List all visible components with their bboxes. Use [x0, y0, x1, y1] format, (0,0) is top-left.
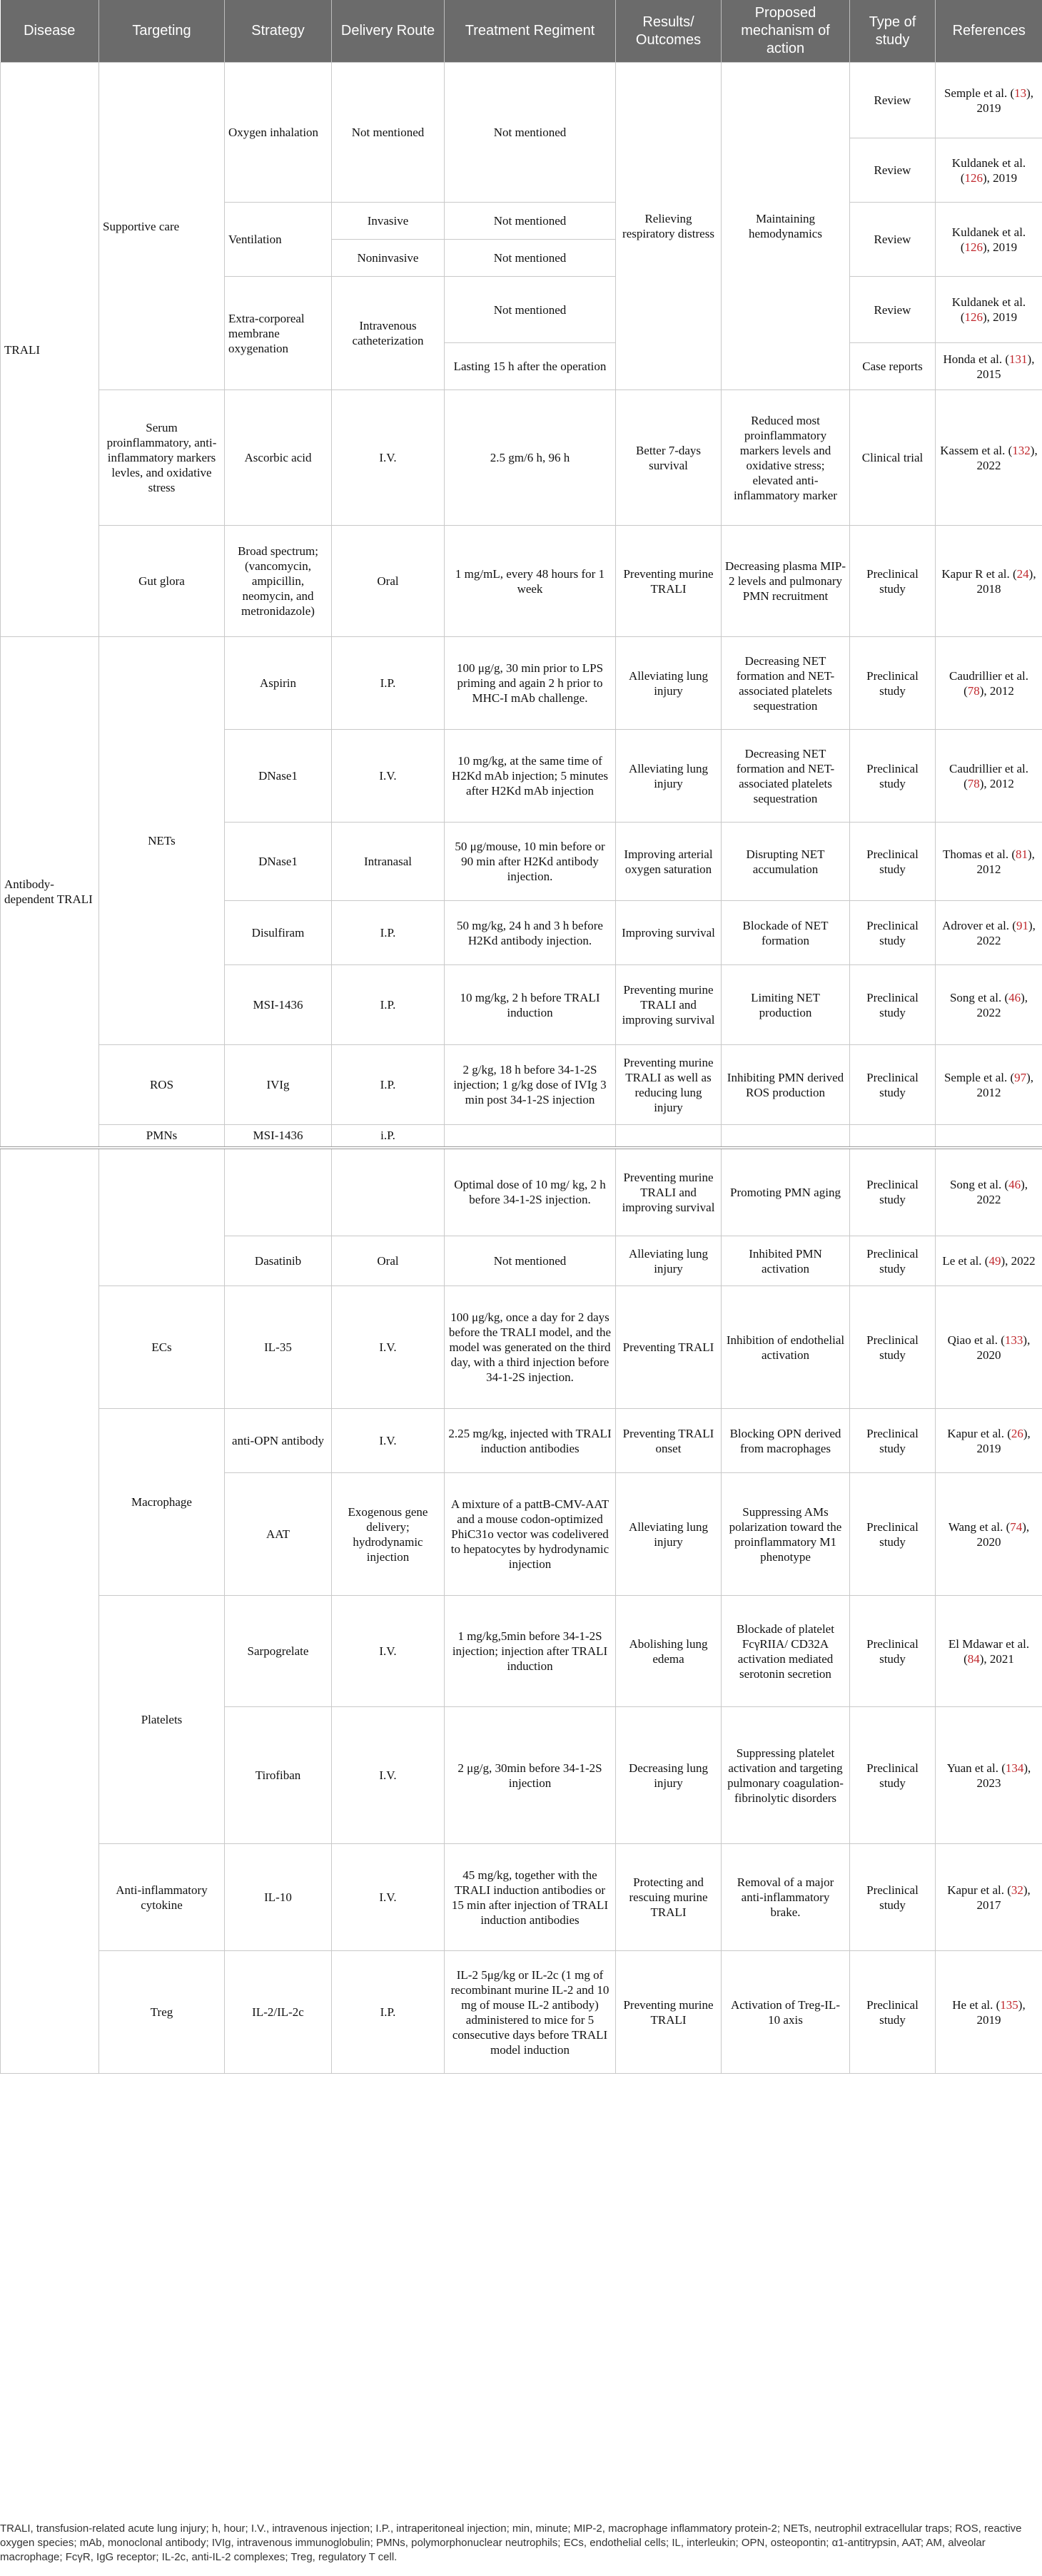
reference-cell: Yuan et al. (134), 2023 — [936, 1707, 1042, 1844]
targeting-supportive-care: Supportive care — [99, 63, 225, 390]
reference-cell: Wang et al. (74), 2020 — [936, 1473, 1042, 1596]
mechanism-cell: Inhibition of endothelial activation — [722, 1286, 850, 1409]
reference-cell: He et al. (135), 2019 — [936, 1951, 1042, 2074]
disease-trali: TRALI — [1, 63, 99, 637]
reference-cell: Honda et al. (131), 2015 — [936, 343, 1042, 390]
mechanism-cell: Blocking OPN derived from macrophages — [722, 1409, 850, 1473]
mechanism-cell: Disrupting NET accumulation — [722, 823, 850, 901]
outcome-cell: Abolishing lung edema — [616, 1596, 722, 1707]
reference-cell: Kapur et al. (26), 2019 — [936, 1409, 1042, 1473]
reference-cell: Le et al. (49), 2022 — [936, 1236, 1042, 1286]
strategy-ecmo: Extra-corporeal membrane oxygenation — [225, 277, 332, 390]
reference-cell: Semple et al. (13), 2019 — [936, 63, 1042, 138]
regimen-cell: 2.25 mg/kg, injected with TRALI induction antibodies — [445, 1409, 616, 1473]
regimen-cell: 10 mg/kg, 2 h before TRALI induction — [445, 965, 616, 1045]
study-type-cell: Clinical trial — [850, 390, 936, 526]
table-row — [1, 1951, 1042, 2074]
reference-cell: El Mdawar et al. (84), 2021 — [936, 1596, 1042, 1707]
mechanism-cell: Inhibited PMN activation — [722, 1236, 850, 1286]
reference-cell — [936, 1125, 1042, 1148]
regimen-cell: 50 μg/mouse, 10 min before or 90 min after H2Kd antibody injection. — [445, 823, 616, 901]
reference-cell: Caudrillier et al. (78), 2012 — [936, 637, 1042, 730]
targeting-ecs: ECs — [99, 1286, 225, 1409]
targeting-pmns: PMNs — [99, 1125, 225, 1148]
reference-link[interactable]: 132 — [1012, 443, 1031, 457]
study-type-cell — [850, 1125, 936, 1148]
outcome-cell: Improving arterial oxygen saturation — [616, 823, 722, 901]
reference-link[interactable]: 126 — [964, 170, 983, 185]
regimen-cell: 100 μg/g, 30 min prior to LPS priming and again 2 h prior to MHC-I mAb challenge. — [445, 637, 616, 730]
route-cell: Invasive — [332, 203, 445, 240]
route-cell: Intravenous catheterization — [332, 277, 445, 390]
regimen-cell: A mixture of a pattB-CMV-AAT and a mouse codon-optimized PhiC31o vector was codelivered to hepatocytes by hydrodynamic injection — [445, 1473, 616, 1596]
study-type-cell: Preclinical study — [850, 965, 936, 1045]
reference-link[interactable]: 13 — [1014, 86, 1027, 100]
route-cell: I.V. — [332, 1286, 445, 1409]
reference-cell: Kapur R et al. (24), 2018 — [936, 526, 1042, 637]
strategy-il10: IL-10 — [225, 1844, 332, 1951]
outcome-cell: Preventing TRALI onset — [616, 1409, 722, 1473]
route-cell: I.P. — [332, 901, 445, 965]
route-cell: Intranasal — [332, 823, 445, 901]
regimen-cell: Not mentioned — [445, 1236, 616, 1286]
route-cell: Oral — [332, 1236, 445, 1286]
table-row — [1, 526, 1042, 637]
reference-cell: Qiao et al. (133), 2020 — [936, 1286, 1042, 1409]
reference-link[interactable]: 135 — [1000, 1997, 1018, 2012]
targeting-anti-inflammatory-cytokine: Anti-inflammatory cytokine — [99, 1844, 225, 1951]
targeting-gut-glora: Gut glora — [99, 526, 225, 637]
reference-link[interactable]: 133 — [1004, 1333, 1023, 1347]
study-type-cell: Preclinical study — [850, 1409, 936, 1473]
outcome-cell: Alleviating lung injury — [616, 637, 722, 730]
regimen-cell: Optimal dose of 10 mg/ kg, 2 h before 34-1-2S injection. — [445, 1148, 616, 1236]
regimen-cell — [445, 1125, 616, 1148]
study-type-cell: Review — [850, 203, 936, 277]
mechanism-cell: Removal of a major anti-inflammatory brake. — [722, 1844, 850, 1951]
strategy-ivig: IVIg — [225, 1045, 332, 1125]
study-type-cell: Preclinical study — [850, 823, 936, 901]
reference-link[interactable]: 81 — [1016, 847, 1028, 861]
study-type-cell: Preclinical study — [850, 1473, 936, 1596]
study-type-cell: Preclinical study — [850, 1596, 936, 1707]
mechanism-cell: Suppressing AMs polarization toward the proinflammatory M1 phenotype — [722, 1473, 850, 1596]
outcome-cell: Improving survival — [616, 901, 722, 965]
mechanism-cell: Suppressing platelet activation and targeting pulmonary coagulation-fibrinolytic disorders — [722, 1707, 850, 1844]
regimen-cell: 1 mg/mL, every 48 hours for 1 week — [445, 526, 616, 637]
table-row — [1, 1286, 1042, 1409]
outcome-cell: Preventing murine TRALI and improving survival — [616, 965, 722, 1045]
reference-link[interactable]: 97 — [1014, 1070, 1027, 1084]
reference-cell: Kapur et al. (32), 2017 — [936, 1844, 1042, 1951]
study-type-cell: Preclinical study — [850, 730, 936, 823]
study-type-cell: Preclinical study — [850, 526, 936, 637]
regimen-cell: 10 mg/kg, at the same time of H2Kd mAb injection; 5 minutes after H2Kd mAb injection — [445, 730, 616, 823]
strategy-dnase1: DNase1 — [225, 730, 332, 823]
reference-link[interactable]: 78 — [967, 683, 980, 698]
outcome-cell: Preventing murine TRALI and improving survival — [616, 1148, 722, 1236]
reference-link[interactable]: 46 — [1008, 990, 1021, 1004]
route-cell: I.V. — [332, 1844, 445, 1951]
reference-link[interactable]: 126 — [964, 240, 983, 254]
study-type-cell: Review — [850, 63, 936, 138]
route-cell: I.P. — [332, 1951, 445, 2074]
outcome-cell: Better 7-days survival — [616, 390, 722, 526]
table-row — [1, 1125, 1042, 1148]
regimen-cell: IL-2 5μg/kg or IL-2c (1 mg of recombinant murine IL-2 and 10 mg of mouse IL-2 antibody) administered to mice for 5 consecutive days before TRALI model induction — [445, 1951, 616, 2074]
table-footnote: TRALI, transfusion-related acute lung injury; h, hour; I.V., intravenous injection; I.P., intraperitoneal injection; min, minute; MIP-2, macrophage inflammatory protein-2; NETs, neutrophil extracellular traps; ROS, reactive oxygen species; mAb, monoclonal antibody; IVIg, intravenous immunoglobulin; PMNs, polymorphonuclear neutrophils; ECs, endothelial cells; IL, interleukin; OPN, osteopontin; α1-antitrypsin, AAT; AM, alveolar macrophage; FcγR, IgG receptor; IL-2c, anti-IL-2 complexes; Treg, regulatory T cell. — [0, 2522, 1022, 2563]
route-cell: i.P. — [332, 1125, 445, 1148]
table-row — [1, 1409, 1042, 1473]
outcome-cell: Alleviating lung injury — [616, 730, 722, 823]
mechanism-cell: Reduced most proinflammatory markers levels and oxidative stress; elevated anti-inflammatory marker — [722, 390, 850, 526]
mechanism-cell: Blockade of platelet FcγRIIA/ CD32A activation mediated serotonin secretion — [722, 1596, 850, 1707]
route-cell: I.V. — [332, 1596, 445, 1707]
reference-cell: Adrover et al. (91), 2022 — [936, 901, 1042, 965]
study-type-cell: Preclinical study — [850, 1148, 936, 1236]
targeting-serum-markers: Serum proinflammatory, anti-inflammatory markers levles, and oxidative stress — [99, 390, 225, 526]
table-row — [1, 63, 1042, 138]
targeting-macrophage: Macrophage — [99, 1409, 225, 1596]
strategy-tirofiban: Tirofiban — [225, 1707, 332, 1844]
reference-link[interactable]: 91 — [1016, 918, 1028, 932]
study-type-cell: Review — [850, 138, 936, 203]
strategy-dasatinib: Dasatinib — [225, 1236, 332, 1286]
reference-cell: Kassem et al. (132), 2022 — [936, 390, 1042, 526]
route-continued — [332, 1148, 445, 1236]
mechanism-cell: Decreasing NET formation and NET-associated platelets sequestration — [722, 730, 850, 823]
mechanism-cell: Promoting PMN aging — [722, 1148, 850, 1236]
regimen-cell: Not mentioned — [445, 240, 616, 277]
strategy-aspirin: Aspirin — [225, 637, 332, 730]
reference-link[interactable]: 84 — [967, 1651, 980, 1666]
targeting-platelets: Platelets — [99, 1596, 225, 1844]
outcome-cell: Preventing murine TRALI — [616, 526, 722, 637]
reference-link[interactable]: 78 — [967, 776, 980, 790]
header-row — [1, 0, 1042, 63]
reference-link[interactable]: 49 — [988, 1254, 1001, 1268]
mechanism-cell: Blockade of NET formation — [722, 901, 850, 965]
regimen-cell: 2 μg/g, 30min before 34-1-2S injection — [445, 1707, 616, 1844]
header-study-type: Type of study — [850, 0, 936, 63]
table-row — [1, 1844, 1042, 1951]
header-targeting: Targeting — [99, 0, 225, 63]
study-type-cell: Preclinical study — [850, 1707, 936, 1844]
regimen-cell: 1 mg/kg,5min before 34-1-2S injection; injection after TRALI induction — [445, 1596, 616, 1707]
route-cell: Noninvasive — [332, 240, 445, 277]
header-mechanism: Proposed mechanism of action — [722, 0, 850, 63]
outcome-cell: Decreasing lung injury — [616, 1707, 722, 1844]
outcome-cell: Preventing TRALI — [616, 1286, 722, 1409]
regimen-cell: 2.5 gm/6 h, 96 h — [445, 390, 616, 526]
outcome-cell: Alleviating lung injury — [616, 1473, 722, 1596]
header-delivery-route: Delivery Route — [332, 0, 445, 63]
study-type-cell: Preclinical study — [850, 1286, 936, 1409]
reference-link[interactable]: 32 — [1011, 1883, 1023, 1897]
strategy-broad-spectrum: Broad spectrum; (vancomycin, ampicillin, neomycin, and metronidazole) — [225, 526, 332, 637]
strategy-continued — [225, 1148, 332, 1236]
reference-cell: Kuldanek et al. (126), 2019 — [936, 277, 1042, 343]
strategy-sarpogrelate: Sarpogrelate — [225, 1596, 332, 1707]
outcome-cell — [616, 1125, 722, 1148]
study-type-cell: Preclinical study — [850, 1844, 936, 1951]
route-cell: Exogenous gene delivery; hydrodynamic injection — [332, 1473, 445, 1596]
reference-link[interactable]: 134 — [1005, 1761, 1024, 1775]
route-cell: Not mentioned — [332, 63, 445, 203]
strategy-ascorbic-acid: Ascorbic acid — [225, 390, 332, 526]
reference-link[interactable]: 131 — [1009, 352, 1028, 366]
mechanism-cell: Decreasing NET formation and NET-associated platelets sequestration — [722, 637, 850, 730]
mechanism-cell: Limiting NET production — [722, 965, 850, 1045]
mechanism-cell: Decreasing plasma MIP-2 levels and pulmonary PMN recruitment — [722, 526, 850, 637]
route-cell: I.V. — [332, 1707, 445, 1844]
table-row — [1, 390, 1042, 526]
study-type-cell: Review — [850, 277, 936, 343]
mechanism-cell: Activation of Treg-IL-10 axis — [722, 1951, 850, 2074]
regimen-cell: Not mentioned — [445, 203, 616, 240]
regimen-cell: Not mentioned — [445, 277, 616, 343]
route-cell: I.P. — [332, 1045, 445, 1125]
regimen-cell: 2 g/kg, 18 h before 34-1-2S injection; 1 g/kg dose of IVIg 3 min post 34-1-2S injection — [445, 1045, 616, 1125]
outcome-cell: Alleviating lung injury — [616, 1236, 722, 1286]
reference-link[interactable]: 74 — [1010, 1519, 1023, 1534]
header-strategy: Strategy — [225, 0, 332, 63]
targeting-nets: NETs — [99, 637, 225, 1045]
reference-link[interactable]: 26 — [1011, 1426, 1023, 1440]
regimen-cell: 50 mg/kg, 24 h and 3 h before H2Kd antibody injection. — [445, 901, 616, 965]
table-row — [1, 1045, 1042, 1125]
reference-cell: Semple et al. (97), 2012 — [936, 1045, 1042, 1125]
route-cell: I.V. — [332, 390, 445, 526]
outcome-cell: Preventing murine TRALI as well as reducing lung injury — [616, 1045, 722, 1125]
strategy-ventilation: Ventilation — [225, 203, 332, 277]
strategy-msi1436: MSI-1436 — [225, 1125, 332, 1148]
strategy-dnase1: DNase1 — [225, 823, 332, 901]
study-type-cell: Preclinical study — [850, 901, 936, 965]
route-cell: I.P. — [332, 965, 445, 1045]
regimen-cell: 100 μg/kg, once a day for 2 days before the TRALI model, and the model was generated on the third day, with a third injection before 34-1-2S injection. — [445, 1286, 616, 1409]
outcome-cell: Preventing murine TRALI — [616, 1951, 722, 2074]
reference-cell: Thomas et al. (81), 2012 — [936, 823, 1042, 901]
route-cell: Oral — [332, 526, 445, 637]
study-type-cell: Preclinical study — [850, 1045, 936, 1125]
table-row — [1, 637, 1042, 730]
table-row — [1, 1148, 1042, 1236]
header-disease: Disease — [1, 0, 99, 63]
disease-antibody-dependent: Antibody-dependent TRALI — [1, 637, 99, 1148]
study-type-cell: Case reports — [850, 343, 936, 390]
header-references: References — [936, 0, 1042, 63]
route-cell: I.P. — [332, 637, 445, 730]
regimen-cell: Not mentioned — [445, 63, 616, 203]
outcome-cell: Protecting and rescuing murine TRALI — [616, 1844, 722, 1951]
route-cell: I.V. — [332, 1409, 445, 1473]
study-type-cell: Preclinical study — [850, 637, 936, 730]
reference-link[interactable]: 126 — [964, 310, 983, 324]
strategy-disulfiram: Disulfiram — [225, 901, 332, 965]
reference-link[interactable]: 46 — [1008, 1178, 1021, 1192]
header-treatment-regiment: Treatment Regiment — [445, 0, 616, 63]
table-row — [1, 1596, 1042, 1707]
targeting-continued — [99, 1148, 225, 1286]
reference-link[interactable]: 24 — [1016, 566, 1029, 581]
study-type-cell: Preclinical study — [850, 1236, 936, 1286]
header-results: Results/ Outcomes — [616, 0, 722, 63]
regimen-cell: 45 mg/kg, together with the TRALI induction antibodies or 15 min after injection of TRALI induction antibodies — [445, 1844, 616, 1951]
reference-cell: Kuldanek et al. (126), 2019 — [936, 203, 1042, 277]
study-type-cell: Preclinical study — [850, 1951, 936, 2074]
strategy-il2: IL-2/IL-2c — [225, 1951, 332, 2074]
mechanism-cell — [722, 1125, 850, 1148]
disease-continued — [1, 1148, 99, 2074]
reference-cell: Caudrillier et al. (78), 2012 — [936, 730, 1042, 823]
strategy-il35: IL-35 — [225, 1286, 332, 1409]
reference-cell: Song et al. (46), 2022 — [936, 1148, 1042, 1236]
targeting-treg: Treg — [99, 1951, 225, 2074]
strategy-oxygen: Oxygen inhalation — [225, 63, 332, 203]
strategy-msi1436: MSI-1436 — [225, 965, 332, 1045]
regimen-cell: Lasting 15 h after the operation — [445, 343, 616, 390]
mechanism-cell: Inhibiting PMN derived ROS production — [722, 1045, 850, 1125]
outcome-relieving: Relieving respiratory distress — [616, 63, 722, 390]
route-cell: I.V. — [332, 730, 445, 823]
strategy-anti-opn: anti-OPN antibody — [225, 1409, 332, 1473]
mechanism-maintaining: Maintaining hemodynamics — [722, 63, 850, 390]
reference-cell: Song et al. (46), 2022 — [936, 965, 1042, 1045]
reference-cell: Kuldanek et al. (126), 2019 — [936, 138, 1042, 203]
targeting-ros: ROS — [99, 1045, 225, 1125]
strategy-aat: AAT — [225, 1473, 332, 1596]
